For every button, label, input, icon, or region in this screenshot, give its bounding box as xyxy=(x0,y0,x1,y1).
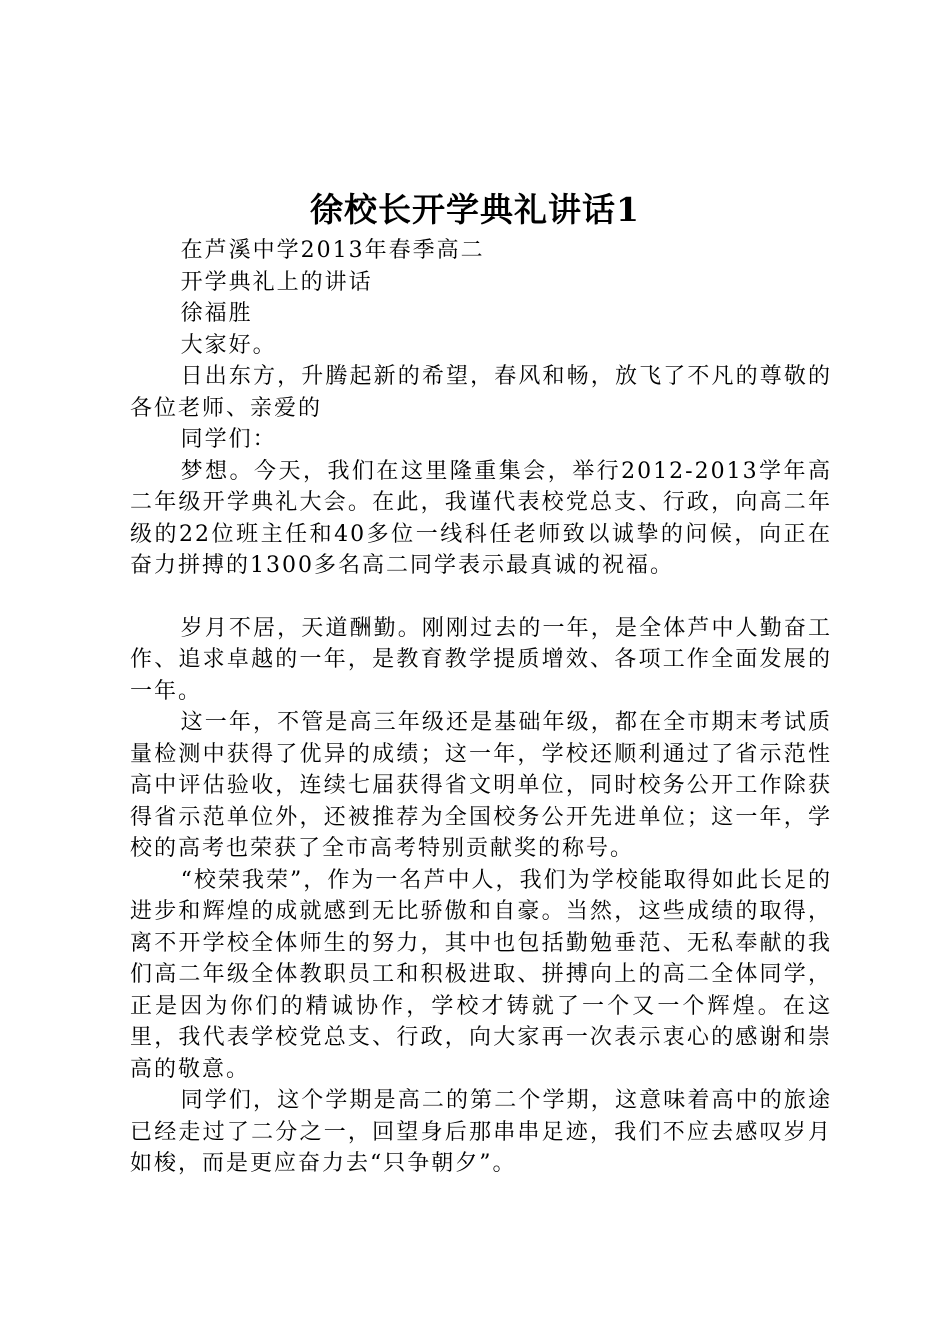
paragraph-achievements: 这一年，不管是高三年级还是基础年级，都在全市期末考试质量检测中获得了优异的成绩；这一年，学校还顺利通过了省示范性高中评估验收，连续七届获得省文明单位，同时校务公开工作除获得省示范单位外，还被推荐为全国校务公开先进单位；这一年，学校的高考也荣获了全市高考特别贡献奖的称号。 xyxy=(130,710,832,861)
paragraph-pride: “校荣我荣”，作为一名芦中人，我们为学校能取得如此长足的进步和辉煌的成就感到无比骄傲和自豪。当然，这些成绩的取得，离不开学校全体师生的努力，其中也包括勤勉垂范、无私奉献的我们高二年级全体教职员工和积极进取、拼搏向上的高二全体同学，正是因为你们的精诚协作，学校才铸就了一个又一个辉煌。在这里，我代表学校党总支、行政，向大家再一次表示衷心的感谢和崇高的敬意。 xyxy=(130,867,832,1082)
paragraph-speaker-name: 徐福胜 xyxy=(180,301,253,326)
paragraph-opening: 日出东方，升腾起新的希望，春风和畅，放飞了不凡的尊敬的各位老师、亲爱的 xyxy=(130,364,832,421)
paragraph-review: 岁月不居，天道酬勤。刚刚过去的一年，是全体芦中人勤奋工作、追求卓越的一年，是教育教学提质增效、各项工作全面发展的一年。 xyxy=(130,615,832,704)
paragraph-semester: 同学们，这个学期是高二的第二个学期，这意味着高中的旅途已经走过了二分之一，回望身后那串串足迹，我们不应去感叹岁月如梭，而是更应奋力去“只争朝夕”。 xyxy=(130,1088,832,1176)
paragraph-subtitle-line-1: 在芦溪中学2013年春季高二 xyxy=(180,238,485,263)
document-body xyxy=(130,235,832,1180)
paragraph-subtitle-line-2: 开学典礼上的讲话 xyxy=(180,269,373,295)
document-title: 徐校长开学典礼讲话1 xyxy=(310,190,640,229)
paragraph-greeting: 大家好。 xyxy=(180,332,277,358)
paragraph-welcome: 梦想。今天，我们在这里隆重集会，举行2012-2013学年高二年级开学典礼大会。在此，我谨代表校党总支、行政，向高二年级的22位班主任和40多位一线科任老师致以诚挚的问候，向正在奋力拼搏的1300多名高二同学表示最真诚的祝福。 xyxy=(130,458,832,578)
paragraph-salutation: 同学们： xyxy=(180,427,277,452)
